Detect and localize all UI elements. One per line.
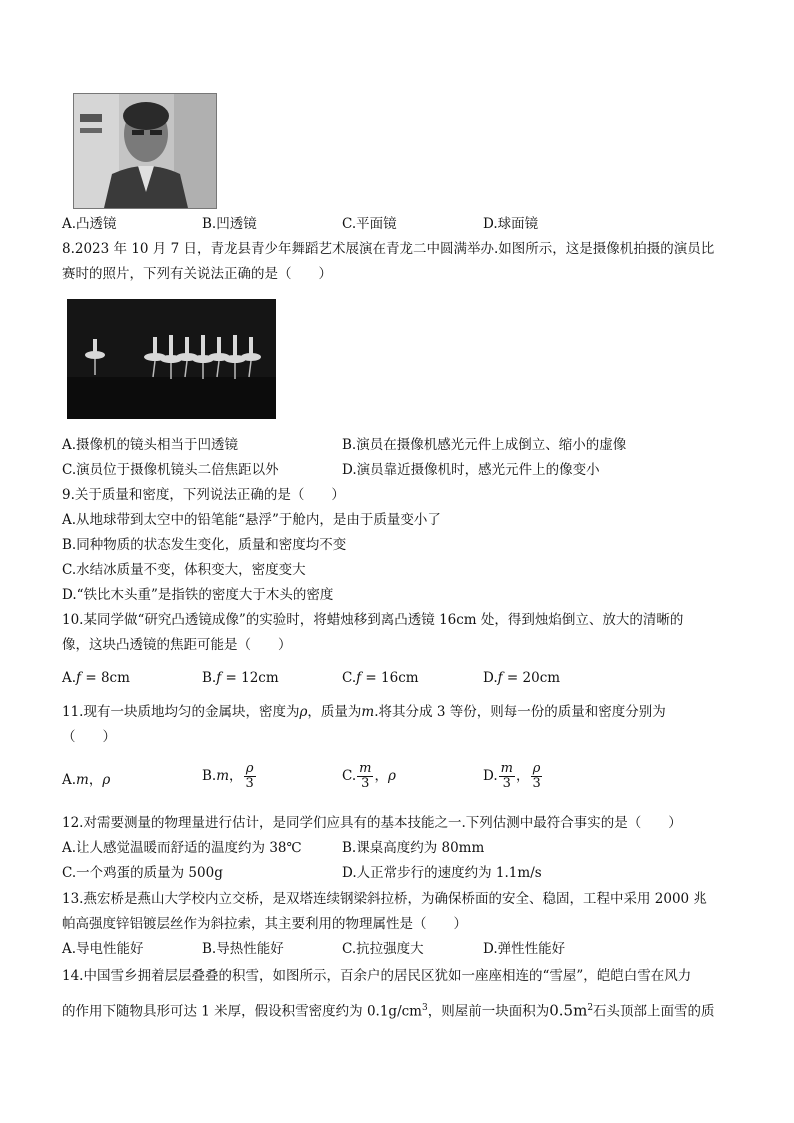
q10-stem-line2: 像，这块凸透镜的焦距可能是（ ） [62,637,292,653]
q9-stem: 9.关于质量和密度，下列说法正确的是（ ） [62,487,345,503]
q13-stem-line1: 13.燕宏桥是燕山大学校内立交桥，是双塔连续钢梁斜拉桥，为确保桥面的安全、稳固，工程中采用 2000 兆 [62,891,707,907]
q9-option-a[interactable]: A.从地球带到太空中的铅笔能“悬浮”于舱内，是由于质量变小了 [62,512,441,528]
q10-option-b[interactable]: B.f = 12cm [202,670,279,686]
rho-over-3-fraction: $\frac{\rho}{3}$ [532,761,541,791]
q12-option-d[interactable]: D.人正常步行的速度约为 1.1m/s [342,865,542,881]
q11-stem-line1: 11.现有一块质地均匀的金属块，密度为ρ，质量为m.将其分成 3 等份，则每一份的质量和密度分别为 [62,704,666,720]
q14-stem-line2: 的作用下随物具形可达 1 米厚，假设积雪密度约为 $0.1g/cm^3$，则屋前一块面积为$0.5m^2$石头顶部上面雪的质 [62,1001,715,1020]
q12-stem: 12.对需要测量的物理量进行估计，是同学们应具有的基本技能之一.下列估测中最符合事实的是（ ） [62,815,682,831]
q11-option-c[interactable]: C. $\frac{m}{3}$ ，ρ [342,761,396,791]
q10-option-c[interactable]: C.f = 16cm [342,670,419,686]
q11-option-a[interactable]: A.m，ρ [62,772,111,788]
q12-option-c[interactable]: C.一个鸡蛋的质量为 500g [62,865,223,881]
q8-option-b[interactable]: B.演员在摄像机感光元件上成倒立、缩小的虚像 [342,437,627,453]
q7-option-a[interactable]: A.凸透镜 [62,216,117,232]
portrait-image [74,94,216,208]
q7-option-d[interactable]: D.球面镜 [483,216,539,232]
q10-stem-line1: 10.某同学做“研究凸透镜成像”的实验时，将蜡烛移到离凸透镜 16cm 处，得到烛焰倒立、放大的清晰的 [62,612,684,628]
q13-option-a[interactable]: A.导电性能好 [62,941,144,957]
q13-option-b[interactable]: B.导热性能好 [202,941,284,957]
q10-option-d[interactable]: D.f = 20cm [483,670,561,686]
q7-option-b[interactable]: B.凹透镜 [202,216,257,232]
question-8-photo [67,299,276,419]
q8-option-a[interactable]: A.摄像机的镜头相当于凹透镜 [62,437,239,453]
q8-option-c[interactable]: C.演员位于摄像机镜头二倍焦距以外 [62,462,279,478]
q10-option-a[interactable]: A.f = 8cm [62,670,130,686]
q12-option-a[interactable]: A.让人感觉温暖而舒适的温度约为 38℃ [62,840,302,856]
q13-option-c[interactable]: C.抗拉强度大 [342,941,424,957]
q9-option-c[interactable]: C.水结冰质量不变，体积变大，密度变大 [62,562,306,578]
q11-option-b[interactable]: B.m， $\frac{\rho}{3}$ [202,761,254,791]
q13-option-d[interactable]: D.弹性性能好 [483,941,566,957]
q12-option-b[interactable]: B.课桌高度约为 80mm [342,840,485,856]
q8-stem-line1: 8.2023 年 10 月 7 日，青龙县青少年舞蹈艺术展演在青龙二中圆满举办.如图所示，这是摄像机拍摄的演员比 [62,241,715,257]
dance-stage-image [67,299,276,419]
q8-option-d[interactable]: D.演员靠近摄像机时，感光元件上的像变小 [342,462,600,478]
q9-option-d[interactable]: D.“铁比木头重”是指铁的密度大于木头的密度 [62,587,334,603]
q8-stem-line2: 赛时的照片，下列有关说法正确的是（ ） [62,266,332,282]
q13-stem-line2: 帕高强度锌铝镀层丝作为斜拉索，其主要利用的物理属性是（ ） [62,916,467,932]
m-over-3-fraction: $\frac{m}{3}$ [359,761,372,791]
rho-over-3-fraction: $\frac{\rho}{3}$ [245,761,254,791]
q9-option-b[interactable]: B.同种物质的状态发生变化，质量和密度均不变 [62,537,347,553]
question-7-photo [73,93,217,209]
q7-option-c[interactable]: C.平面镜 [342,216,397,232]
q14-stem-line1: 14.中国雪乡拥着层层叠叠的积雪，如图所示，百余户的居民区犹如一座座相连的“雪屋”，皑皑白雪在风力 [62,968,692,984]
m-over-3-fraction: $\frac{m}{3}$ [500,761,513,791]
q11-option-d[interactable]: D. $\frac{m}{3}$ ， $\frac{\rho}{3}$ [483,761,541,791]
q11-stem-line2: （ ） [62,729,116,745]
